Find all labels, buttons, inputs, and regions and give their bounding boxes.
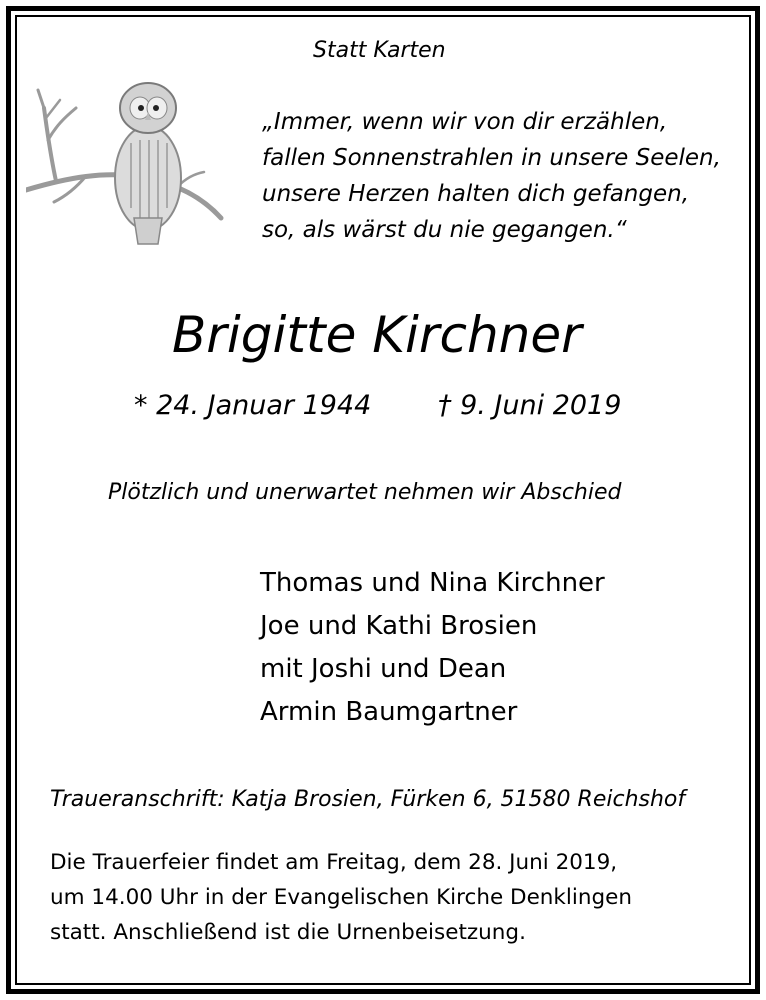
owl-on-branch-icon	[26, 78, 226, 248]
notice-line: Die Trauerfeier findet am Freitag, dem 28. Juni 2019,	[50, 850, 618, 875]
mourner-line: mit Joshi und Dean	[260, 654, 507, 684]
poem-line: „Immer, wenn wir von dir erzählen,	[262, 109, 668, 135]
mourner-line: Armin Baumgartner	[260, 697, 518, 727]
birth-date: * 24. Januar 1944	[134, 390, 372, 421]
mourner-line: Joe und Kathi Brosien	[260, 611, 538, 641]
notice-line: um 14.00 Uhr in der Evangelischen Kirche Denklingen	[50, 885, 632, 910]
death-date: † 9. Juni 2019	[438, 390, 622, 421]
mourner-line: Thomas und Nina Kirchner	[260, 568, 605, 598]
notice-line: statt. Anschließend ist die Urnenbeisetzung.	[50, 920, 526, 945]
mourners-list	[260, 562, 605, 734]
funeral-notice	[50, 845, 632, 950]
deceased-name: Brigitte Kirchner	[172, 306, 582, 364]
poem	[262, 104, 721, 248]
poem-line: unsere Herzen halten dich gefangen,	[262, 181, 690, 207]
mourning-address: Traueranschrift: Katja Brosien, Fürken 6, 51580 Reichshof	[50, 787, 686, 812]
farewell-text: Plötzlich und unerwartet nehmen wir Abschied	[108, 480, 622, 505]
poem-line: so, als wärst du nie gegangen.“	[262, 217, 627, 243]
header-text: Statt Karten	[313, 38, 446, 63]
poem-line: fallen Sonnenstrahlen in unsere Seelen,	[262, 145, 721, 171]
